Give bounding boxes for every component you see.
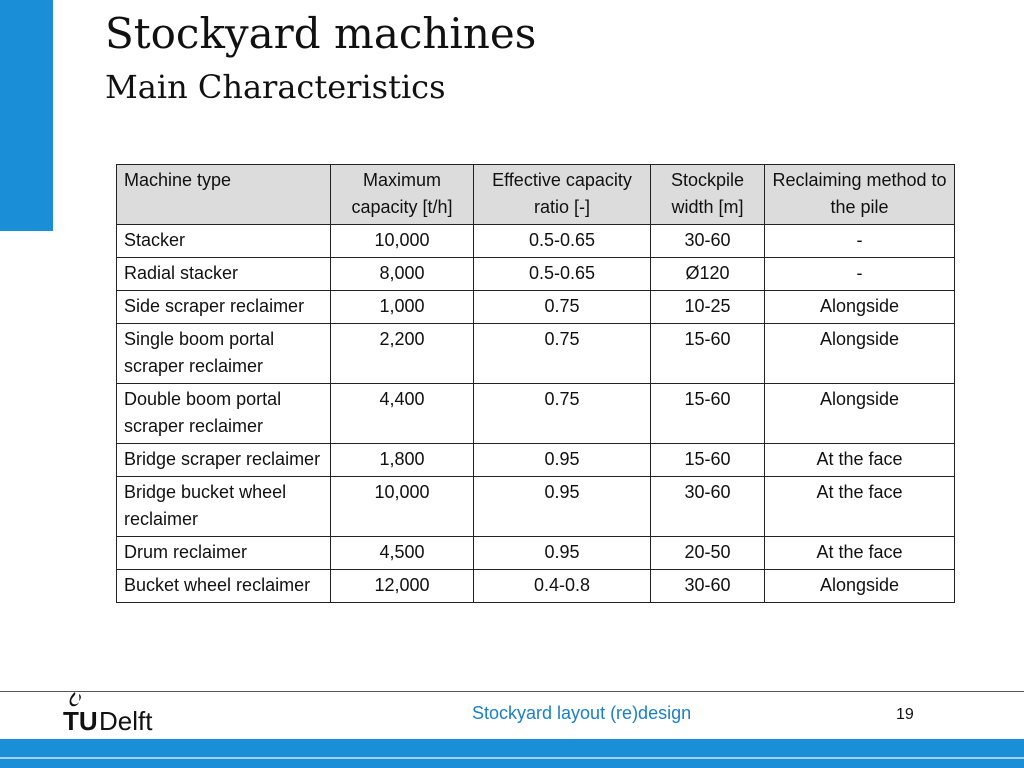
slide-title: Stockyard machines [105,9,537,58]
cell-stockpile-width: 30-60 [651,570,765,603]
footer-accent-bar [0,739,1024,768]
cell-stockpile-width: 10-25 [651,291,765,324]
cell-reclaiming-method: - [765,258,955,291]
cell-effective-capacity-ratio: 0.95 [474,477,651,537]
cell-reclaiming-method: Alongside [765,384,955,444]
cell-effective-capacity-ratio: 0.75 [474,384,651,444]
cell-maximum-capacity: 8,000 [331,258,474,291]
cell-maximum-capacity: 1,000 [331,291,474,324]
table-row [117,570,955,603]
cell-machine-type: Radial stacker [117,258,331,291]
page-number: 19 [896,706,914,723]
header-machine-type: Machine type [117,165,331,225]
cell-stockpile-width: 30-60 [651,477,765,537]
cell-machine-type: Bridge bucket wheel reclaimer [117,477,331,537]
header-reclaiming-method: Reclaiming method to the pile [765,165,955,225]
cell-stockpile-width: 30-60 [651,225,765,258]
cell-effective-capacity-ratio: 0.5-0.65 [474,258,651,291]
cell-effective-capacity-ratio: 0.4-0.8 [474,570,651,603]
cell-stockpile-width: 15-60 [651,384,765,444]
cell-machine-type: Bridge scraper reclaimer [117,444,331,477]
flame-icon [70,692,79,706]
cell-machine-type: Bucket wheel reclaimer [117,570,331,603]
cell-effective-capacity-ratio: 0.75 [474,291,651,324]
cell-maximum-capacity: 1,800 [331,444,474,477]
cell-effective-capacity-ratio: 0.75 [474,324,651,384]
cell-machine-type: Drum reclaimer [117,537,331,570]
cell-maximum-capacity: 4,500 [331,537,474,570]
cell-effective-capacity-ratio: 0.95 [474,444,651,477]
cell-stockpile-width: 15-60 [651,324,765,384]
cell-machine-type: Side scraper reclaimer [117,291,331,324]
header-maximum-capacity: Maximum capacity [t/h] [331,165,474,225]
cell-machine-type: Double boom portal scraper reclaimer [117,384,331,444]
cell-reclaiming-method: Alongside [765,291,955,324]
cell-reclaiming-method: Alongside [765,324,955,384]
cell-maximum-capacity: 10,000 [331,477,474,537]
cell-stockpile-width: Ø120 [651,258,765,291]
cell-effective-capacity-ratio: 0.5-0.65 [474,225,651,258]
table-row [117,444,955,477]
footer-accent-stripe [0,757,1024,759]
cell-maximum-capacity: 12,000 [331,570,474,603]
footer-caption: Stockyard layout (re)design [472,703,692,723]
cell-reclaiming-method: - [765,225,955,258]
header-stockpile-width: Stockpile width [m] [651,165,765,225]
cell-machine-type: Stacker [117,225,331,258]
table-header-row [117,165,955,225]
cell-stockpile-width: 15-60 [651,444,765,477]
table-row [117,225,955,258]
cell-reclaiming-method: At the face [765,444,955,477]
logo-delft-text: Delft [99,706,153,736]
header-effective-capacity-ratio: Effective capacity ratio [-] [474,165,651,225]
table-row [117,258,955,291]
table-row [117,477,955,537]
cell-reclaiming-method: At the face [765,537,955,570]
table-row [117,291,955,324]
table-row [117,537,955,570]
cell-reclaiming-method: Alongside [765,570,955,603]
logo-tu-text: TU [63,706,98,736]
cell-stockpile-width: 20-50 [651,537,765,570]
cell-reclaiming-method: At the face [765,477,955,537]
cell-machine-type: Single boom portal scraper reclaimer [117,324,331,384]
tu-delft-logo [63,690,173,736]
table-row [117,324,955,384]
cell-maximum-capacity: 2,200 [331,324,474,384]
slide-subtitle: Main Characteristics [105,68,446,106]
cell-effective-capacity-ratio: 0.95 [474,537,651,570]
table-row [117,384,955,444]
cell-maximum-capacity: 4,400 [331,384,474,444]
cell-maximum-capacity: 10,000 [331,225,474,258]
machine-characteristics-table [116,164,955,603]
accent-side-bar [0,0,53,231]
